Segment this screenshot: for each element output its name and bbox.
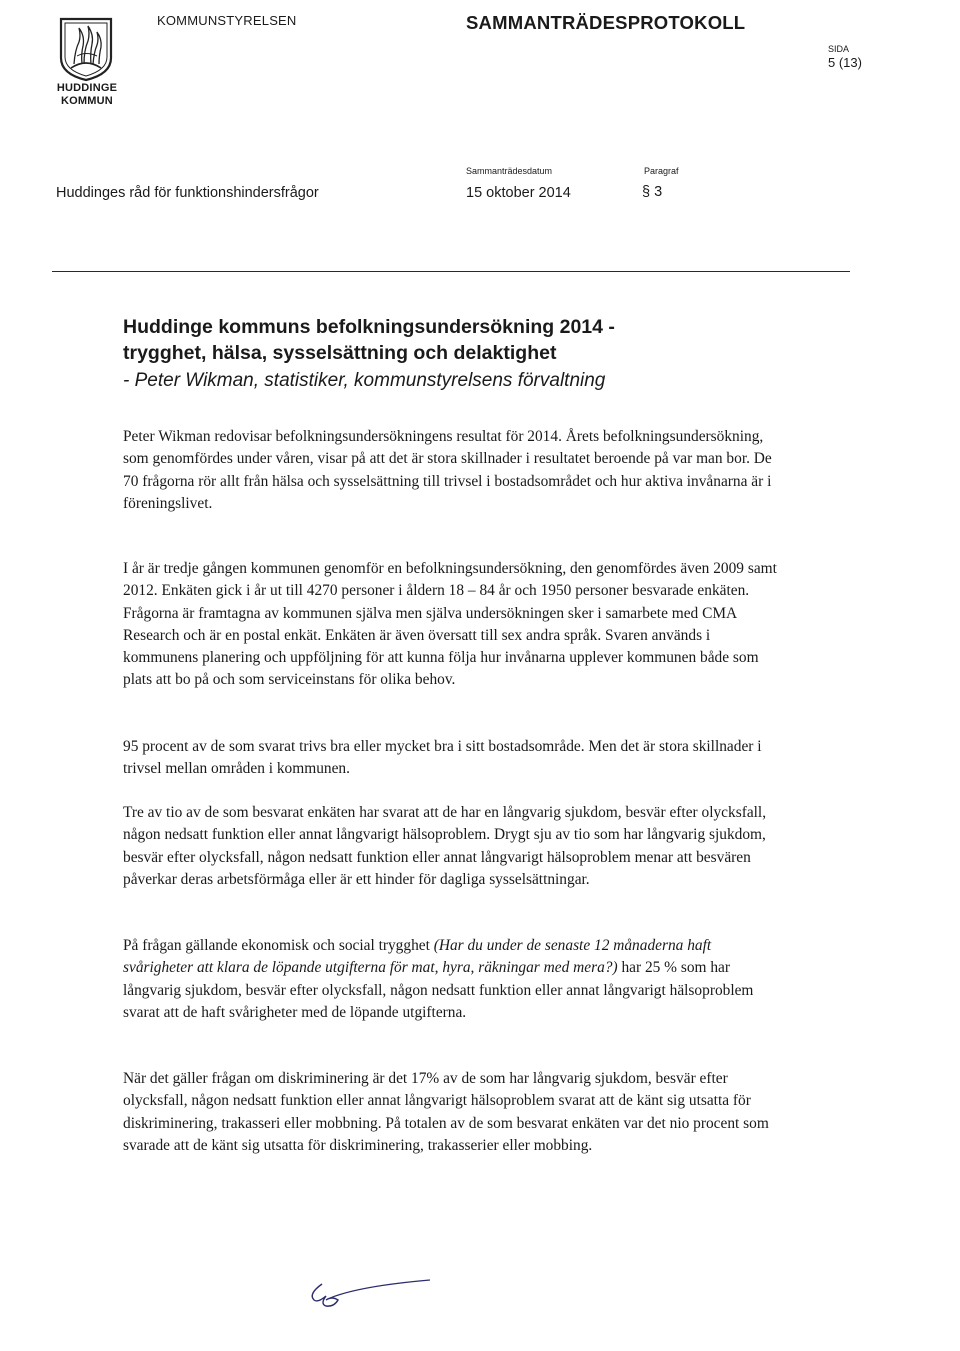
body-paragraph	[123, 558, 783, 692]
body-paragraph	[123, 736, 783, 781]
municipality-name-line1: HUDDINGE	[56, 82, 118, 94]
header-divider	[52, 271, 850, 272]
paragraph-text: I år är tredje gången kommunen genomför en befolkningsundersökning, den genomfördes även 2009 samt 2012. Enkäten gick i år ut till 4270 personer i åldern 18 – 84 år och 1950 personer besvarade enkäten. Frågorna är framtagna av kommunen själva men själva undersökningen sker i samarbete med CMA Research och är en postal enkät. Enkäten är även översatt till sex andra språk. Svaren används i kommunens planering och uppföljning för att kunna följa hur invånarna upplever kommunen både som plats att bo på och som serviceinstans för olika behov.	[123, 560, 777, 689]
paragraph-text: När det gäller frågan om diskriminering är det 17% av de som har långvarig sjukdom, besvär efter olycksfall, någon nedsatt funktion eller annat långvarigt hälsoproblem svarat att de känt sig utsatta för diskriminering, trakasseri eller mobbning. På totalen av de som besvarat enkäten var det nio procent som svarade att de känt sig utsatta för diskriminering, trakasserier eller mobbing.	[123, 1070, 769, 1154]
document-type: SAMMANTRÄDESPROTOKOLL	[466, 12, 746, 33]
meeting-date: 15 oktober 2014	[466, 185, 571, 201]
document-title	[123, 314, 763, 366]
paragraph-text: Tre av tio av de som besvarat enkäten har svarat att de har en långvarig sjukdom, besvär efter olycksfall, någon nedsatt funktion eller annat långvarigt hälsoproblem. Drygt sju av tio som har långvarig sjukdom, besvär efter olycksfall, någon nedsatt funktion eller annat långvarigt hälsoproblem menar att besvären påverkar deras arbetsförmåga eller är ett hinder för dagliga sysselsättningar.	[123, 804, 767, 888]
paragraph-text	[123, 935, 783, 1024]
body-name: KOMMUNSTYRELSEN	[157, 13, 297, 28]
page-label: SIDA	[828, 44, 850, 54]
paragraph-text: 95 procent av de som svarat trivs bra eller mycket bra i sitt bostadsområde. Men det är stora skillnader i trivsel mellan områden i kommunen.	[123, 738, 762, 778]
body-paragraph	[123, 1068, 783, 1157]
body-paragraph	[123, 426, 783, 515]
committee-name: Huddinges råd för funktionshindersfrågor	[56, 185, 319, 201]
paragraph-text: Peter Wikman redovisar befolkningsundersökningens resultat för 2014. Årets befolkningsundersökning, som genomfördes under våren, visar på att det är stora skillnader i resultatet beroende på var man bor. De 70 frågorna rör allt från hälsa och sysselsättning till trivsel i bostadsområdet och hur aktiva invånarna är i föreningslivet.	[123, 428, 772, 512]
meeting-date-label: Sammanträdesdatum	[466, 166, 553, 176]
municipality-logo	[57, 16, 115, 82]
paragraph-text-start: På frågan gällande ekonomisk och social trygghet	[123, 937, 434, 954]
paragraph-text-end: har 25 % som har långvarig sjukdom, besvär efter olycksfall, någon nedsatt funktion eller annat långvarigt hälsoproblem svarat att de haft svårigheter med de löpande utgifterna.	[123, 959, 754, 1021]
document-title-line2: trygghet, hälsa, sysselsättning och delaktighet	[123, 342, 557, 364]
paragraph-number: § 3	[642, 184, 663, 200]
paragraph-label: Paragraf	[644, 166, 679, 176]
document-subtitle: - Peter Wikman, statistiker, kommunstyrelsens förvaltning	[123, 370, 606, 391]
municipality-name	[54, 82, 120, 108]
page-number: 5 (13)	[828, 55, 862, 70]
municipality-name-line2: KOMMUN	[61, 95, 113, 107]
body-paragraph	[123, 935, 783, 1024]
document-title-line1: Huddinge kommuns befolkningsundersökning 2014 -	[123, 316, 615, 338]
survey-question-quote: (Har du under de senaste 12 månaderna haft svårigheter att klara de löpande utgifterna för mat, hyra, räkningar med mera?)	[123, 937, 712, 977]
signature-initials	[300, 1276, 440, 1310]
body-paragraph	[123, 802, 783, 891]
